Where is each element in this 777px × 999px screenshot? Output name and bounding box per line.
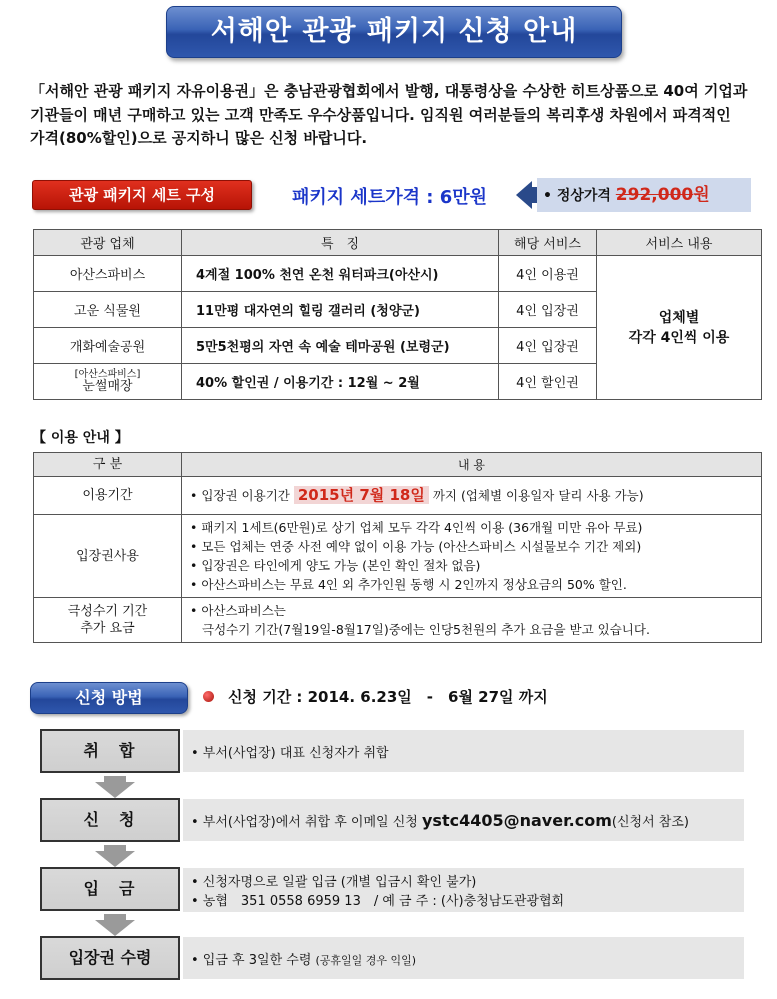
step-deposit-line2: • 농협 351 0558 6959 13 / 예 금 주 : (사)충청남도관광협회 <box>191 894 565 909</box>
company-cell: 개화예술공원 <box>34 328 182 364</box>
ticket-label: 입장권사용 <box>34 515 182 598</box>
peak-label-line2: 추가 요금 <box>80 621 135 636</box>
header-company: 관광 업체 <box>34 230 182 256</box>
package-set-button[interactable]: 관광 패키지 세트 구성 <box>32 180 252 210</box>
usage-table-header <box>34 453 762 477</box>
step-deposit-desc <box>183 868 744 912</box>
apply-period: 신청 기간 : 2014. 6.23일 - 6월 27일 까지 <box>228 688 548 706</box>
step-receive-desc <box>183 937 744 979</box>
step-apply-suffix: (신청서 참조) <box>611 814 689 830</box>
service-cell: 4인 입장권 <box>499 328 597 364</box>
step-deposit-line1: • 신청자명으로 일괄 입금 (개별 입금시 확인 불가) <box>191 875 477 890</box>
ticket-line: • 아산스파비스는 무료 4인 외 추가인원 동행 시 2인까지 정상요금의 50% 할인. <box>190 577 627 592</box>
service-cell: 4인 할인권 <box>499 364 597 400</box>
apply-email-link[interactable]: ystc4405@naver.com <box>421 810 612 830</box>
step-apply-text <box>191 811 736 830</box>
red-bullet-icon <box>203 691 214 702</box>
set-price: 패키지 세트가격 : 6만원 <box>292 187 488 208</box>
service-cell: 4인 이용권 <box>499 256 597 292</box>
usage-heading: 【 이용 안내 】 <box>32 430 129 446</box>
step-apply-desc <box>183 799 744 841</box>
period-cell <box>182 477 762 515</box>
peak-line2: 극성수기 기간(7월19일-8월17일)중에는 인당5천원의 추가 요금을 받고 있습니다. <box>202 622 650 637</box>
period-label: 이용기간 <box>34 477 182 515</box>
step-receive: 입장권 수령 <box>40 936 180 980</box>
feature-cell: 40% 할인권 / 이용기간 : 12월 ~ 2월 <box>182 364 499 400</box>
company-label: 눈썰매장 <box>82 379 133 394</box>
period-prefix: • 입장권 이용기간 <box>190 488 290 503</box>
merged-content-line2: 각각 4인씩 이용 <box>628 329 730 346</box>
apply-method-button[interactable]: 신청 방법 <box>30 682 188 714</box>
peak-cell <box>182 598 762 643</box>
intro-paragraph: 「서해안 관광 패키지 자유이용권」은 충남관광협회에서 발행, 대통령상을 수상한 히트상품으로 40여 기업과 기관들이 매년 구매하고 있는 고객 만족도 우수상품입니다. 임직원 여러분들의 복리후생 차원에서 파격적인 가격(80%할인)으로 공지하니 많은 신청 바랍니다. <box>30 82 748 147</box>
company-cell: 아산스파비스 <box>34 256 182 292</box>
table-row <box>34 515 762 598</box>
step-apply-prefix: • 부서(사업장)에서 취합 후 이메일 신청 <box>191 814 418 830</box>
company-cell: 고운 식물원 <box>34 292 182 328</box>
regular-price-value: 292,000 <box>615 185 694 205</box>
regular-price-label: • 정상가격 <box>543 188 611 204</box>
step-collect-text: • 부서(사업장) 대표 신청자가 취합 <box>191 745 389 761</box>
step-collect-desc <box>183 730 744 772</box>
peak-label <box>34 598 182 643</box>
table-row <box>34 477 762 515</box>
step-collect: 취 합 <box>40 729 180 773</box>
header-service: 해당 서비스 <box>499 230 597 256</box>
merged-content-line1: 업체별 <box>658 309 700 326</box>
period-date: 2015년 7월 18일 <box>294 486 429 504</box>
feature-cell: 5만5천평의 자연 속 예술 테마공원 (보령군) <box>182 328 499 364</box>
usage-table <box>33 452 762 643</box>
service-cell: 4인 입장권 <box>499 292 597 328</box>
package-table <box>33 229 762 400</box>
step-deposit: 입 금 <box>40 867 180 911</box>
feature-cell: 11만평 대자연의 힐링 갤러리 (청양군) <box>182 292 499 328</box>
peak-label-line1: 극성수기 기간 <box>67 604 148 619</box>
header-category: 구 분 <box>34 453 182 477</box>
regular-price-box <box>537 178 751 212</box>
header-content: 서비스 내용 <box>597 230 762 256</box>
ticket-line: • 패키지 1세트(6만원)로 상기 업체 모두 각각 4인씩 이용 (36개월 미만 유아 무료) <box>190 520 643 535</box>
package-table-header <box>34 230 762 256</box>
down-arrow-icon <box>95 920 135 936</box>
table-row <box>34 256 762 292</box>
company-cell <box>34 364 182 400</box>
step-receive-prefix: • 입금 후 3일한 수령 <box>191 952 312 968</box>
page-title: 서해안 관광 패키지 신청 안내 <box>166 6 622 58</box>
company-small-label: [아산스파비스] <box>74 369 141 380</box>
arrow-left-icon <box>516 181 532 209</box>
step-receive-note: (공휴일일 경우 익일) <box>315 953 417 967</box>
ticket-line: • 입장권은 타인에게 양도 가능 (본인 확인 절차 없음) <box>190 558 481 573</box>
header-details: 내 용 <box>182 453 762 477</box>
down-arrow-icon <box>95 782 135 798</box>
step-apply: 신 청 <box>40 798 180 842</box>
down-arrow-icon <box>95 851 135 867</box>
merged-content-cell <box>597 256 762 400</box>
table-row <box>34 598 762 643</box>
peak-line1: • 아산스파비스는 <box>190 603 286 618</box>
regular-price-unit: 원 <box>693 185 710 205</box>
period-suffix: 까지 (업체별 이용일자 달리 사용 가능) <box>432 488 644 503</box>
ticket-line: • 모든 업체는 연중 사전 예약 없이 이용 가능 (아산스파비스 시설물보수 기간 제외) <box>190 539 642 554</box>
header-feature: 특 징 <box>182 230 499 256</box>
ticket-cell <box>182 515 762 598</box>
feature-cell: 4계절 100% 천연 온천 워터파크(아산시) <box>182 256 499 292</box>
step-receive-text <box>191 949 736 968</box>
